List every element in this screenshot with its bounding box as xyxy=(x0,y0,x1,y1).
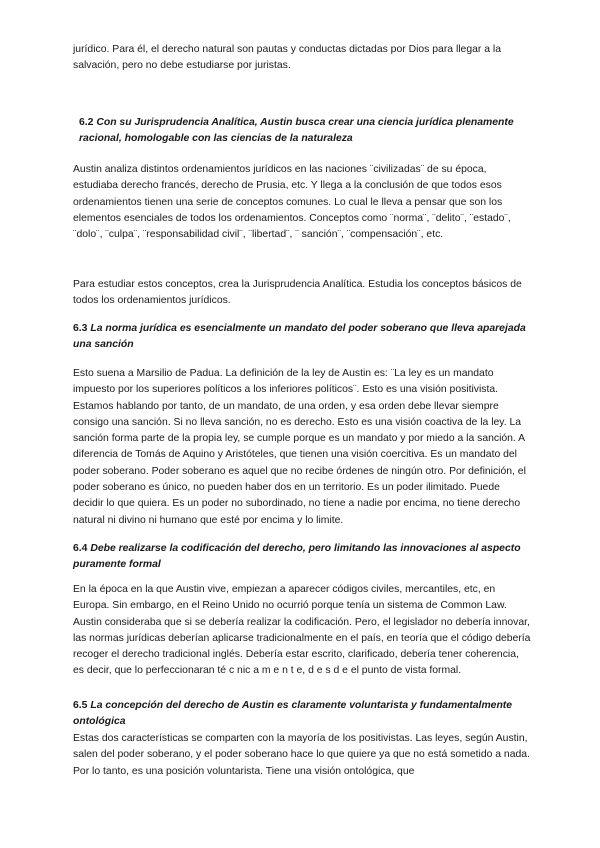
section-heading-6-5 xyxy=(73,698,531,730)
section-number: 6.5 xyxy=(73,700,88,711)
estas-paragraph: Estas dos características se comparten con la mayoría de los positivistas. Las leyes, según Austin, salen del poder soberano, y el poder soberano hace lo que quiere ya que no está sometido a nada. Por lo tanto, es una posición voluntarista. Tiene una visión ontológica, que xyxy=(73,733,530,777)
section-number: 6.4 xyxy=(73,543,88,554)
section-number: 6.3 xyxy=(73,323,88,334)
section-title: Con su Jurisprudencia Analítica, Austin busca crear una ciencia jurídica plenamente racional, homologable con las ciencias de la naturaleza xyxy=(79,117,514,144)
austin-analiza-paragraph: Austin analiza distintos ordenamientos jurídicos en las naciones ¨civilizadas¨ de su época, estudiaba derecho francés, derecho de Prusia, etc. Y llega a la conclusión de que todos esos ordenamientos tienen una serie de conceptos comunes. Lo cual le lleva a pensar que son los elementos esenciales de todos los ordenamientos. Conceptos como ¨norma¨, ¨delito¨, ¨estado¨, ¨dolo¨, ¨culpa¨, ¨responsabilidad civil¨, ¨libertad¨, ¨ sanción¨, ¨compensación¨, etc. xyxy=(73,164,511,241)
section-title: Debe realizarse la codificación del derecho, pero limitando las innovaciones al aspecto puramente formal xyxy=(73,543,521,570)
section-heading-6-4 xyxy=(73,541,531,573)
section-heading-6-2 xyxy=(79,115,531,147)
intro-paragraph: jurídico. Para él, el derecho natural son pautas y conductas dictadas por Dios para llegar a la salvación, pero no debe estudiarse por juristas. xyxy=(73,44,501,72)
para-estudiar-paragraph: Para estudiar estos conceptos, crea la Jurisprudencia Analítica. Estudia los conceptos básicos de todos los ordenamientos jurídicos. xyxy=(73,279,522,307)
section-heading-6-3 xyxy=(73,321,531,353)
section-title: La concepción del derecho de Austin es claramente voluntarista y fundamentalmente ontológica xyxy=(73,700,513,727)
epoca-paragraph: En la época en la que Austin vive, empiezan a aparecer códigos civiles, mercantiles, etc, en Europa. Sin embargo, en el Reino Unido no ocurrió porque tenía un sistema de Common Law. Austin consideraba que si se debería realizar la codificación. Pero, el legislador no debería innovar, las normas jurídicas deberían aplicarse tradicionalmente en el país, en teoría que el código debería recoger el derecho tradicional inglés. Debería estar escrito, clarificado, debería tener coherencia, es decir, que lo perfeccionaran té c nic a m e n t e, d e s d e el punto de vista formal. xyxy=(73,584,531,677)
section-title: La norma jurídica es esencialmente un mandato del poder soberano que lleva aparejada una sanción xyxy=(73,323,526,350)
marsilio-paragraph: Esto suena a Marsilio de Padua. La definición de la ley de Austin es: ¨La ley es un mandato impuesto por los superiores políticos a los inferiores políticos¨. Esto es una visión positivista. Estamos hablando por tanto, de un mandato, de una orden, y esa orden debe llevar siempre consigo una sanción. Si no lleva sanción, no es derecho. Esto es una visión coactiva de la ley. La sanción forma parte de la propia ley, se cumple porque es un mandato y por miedo a la sanción. A diferencia de Tomás de Aquino y Aristóteles, que tienen una visión coercitiva. Es un mandato del poder soberano. Poder soberano es aquel que no recibe órdenes de ningún otro. Por definición, el poder soberano es único, no pueden haber dos en un territorio. Es un poder ilimitado. Puede decidir lo que quiera. Es un poder no subordinado, no tiene a nadie por encima, no tiene derecho natural ni divino ni humano que esté por encima y lo limite. xyxy=(73,368,526,526)
section-number: 6.2 xyxy=(79,117,94,128)
